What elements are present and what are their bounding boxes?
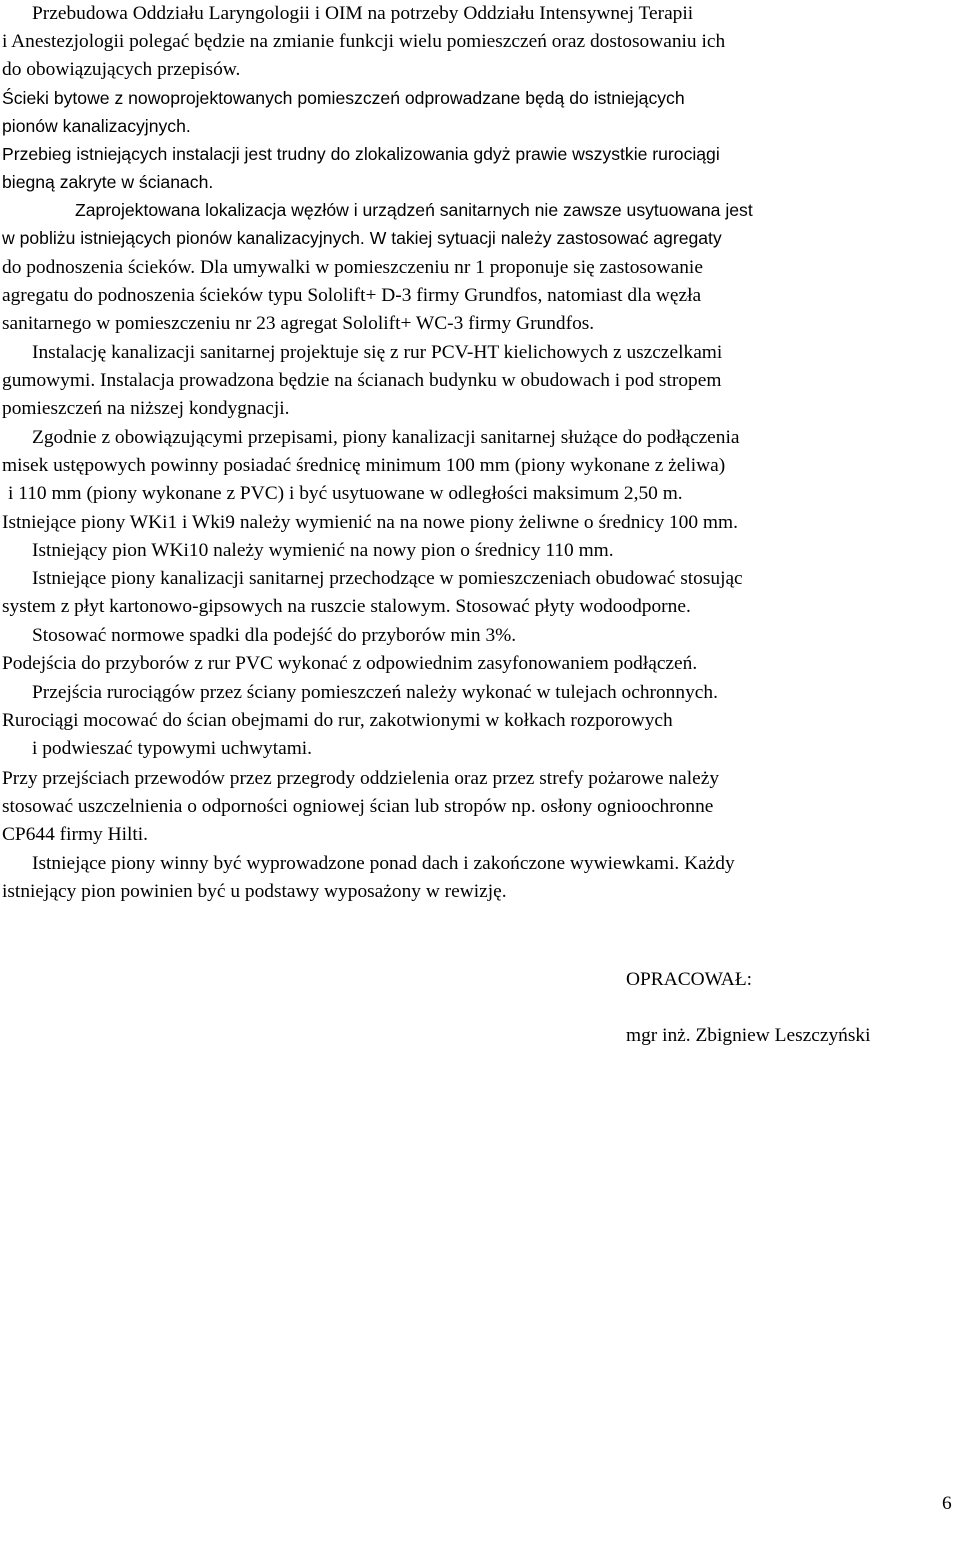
text-line: Rurociągi mocować do ścian obejmami do rur, zakotwionymi w kołkach rozporowych xyxy=(2,710,673,731)
text-line: pomieszczeń na niższej kondygnacji. xyxy=(2,398,290,419)
text-line: stosować uszczelnienia o odporności ogniowej ścian lub stropów np. osłony ognioochronne xyxy=(2,796,714,817)
text-line: agregatu do podnoszenia ścieków typu Sololift+ D-3 firmy Grundfos, natomiast dla węzła xyxy=(2,285,702,306)
text-line: i Anestezjologii polegać będzie na zmianie funkcji wielu pomieszczeń oraz dostosowaniu ich xyxy=(2,31,726,52)
text-line: Przy przejściach przewodów przez przegrody oddzielenia oraz przez strefy pożarowe należy xyxy=(2,768,720,789)
text-line: i podwieszać typowymi uchwytami. xyxy=(32,738,313,759)
text-line: Zaprojektowana lokalizacja węzłów i urządzeń sanitarnych nie zawsze usytuowana jest xyxy=(75,200,753,220)
text-line: do obowiązujących przepisów. xyxy=(2,59,241,80)
text-line: Ścieki bytowe z nowoprojektowanych pomieszczeń odprowadzane będą do istniejących xyxy=(2,88,685,108)
text-line: sanitarnego w pomieszczeniu nr 23 agregat Sololift+ WC-3 firmy Grundfos. xyxy=(2,313,595,334)
text-line: Istniejący pion WKi10 należy wymienić na nowy pion o średnicy 110 mm. xyxy=(32,540,614,561)
signature-name: mgr inż. Zbigniew Leszczyński xyxy=(626,1025,871,1046)
text-line: w pobliżu istniejących pionów kanalizacyjnych. W takiej sytuacji należy zastosować agregaty xyxy=(2,228,722,248)
text-line: istniejący pion powinien być u podstawy wyposażony w rewizję. xyxy=(2,881,507,902)
text-line: CP644 firmy Hilti. xyxy=(2,824,148,845)
page-number: 6 xyxy=(942,1493,952,1514)
text-line: Przebudowa Oddziału Laryngologii i OIM na potrzeby Oddziału Intensywnej Terapii xyxy=(32,3,694,24)
text-line: pionów kanalizacyjnych. xyxy=(2,116,191,136)
text-line: do podnoszenia ścieków. Dla umywalki w pomieszczeniu nr 1 proponuje się zastosowanie xyxy=(2,257,703,278)
signature-heading: OPRACOWAŁ: xyxy=(626,969,753,990)
text-line: Przebieg istniejących instalacji jest trudny do zlokalizowania gdyż prawie wszystkie rurociągi xyxy=(2,144,720,164)
text-line: Podejścia do przyborów z rur PVC wykonać z odpowiednim zasyfonowaniem podłączeń. xyxy=(2,653,698,674)
text-line: Istniejące piony WKi1 i Wki9 należy wymienić na na nowe piony żeliwne o średnicy 100 mm. xyxy=(2,512,738,533)
text-line: biegną zakryte w ścianach. xyxy=(2,172,214,192)
text-line: Zgodnie z obowiązującymi przepisami, piony kanalizacji sanitarnej służące do podłączenia xyxy=(32,427,740,448)
text-line: Istniejące piony kanalizacji sanitarnej przechodzące w pomieszczeniach obudować stosując xyxy=(32,568,743,589)
text-line: system z płyt kartonowo-gipsowych na ruszcie stalowym. Stosować płyty wodoodporne. xyxy=(2,596,691,617)
text-line: gumowymi. Instalacja prowadzona będzie na ścianach budynku w obudowach i pod stropem xyxy=(2,370,722,391)
text-line: Przejścia rurociągów przez ściany pomieszczeń należy wykonać w tulejach ochronnych. xyxy=(32,682,718,703)
text-line: Stosować normowe spadki dla podejść do przyborów min 3%. xyxy=(32,625,517,646)
text-line: Instalację kanalizacji sanitarnej projektuje się z rur PCV-HT kielichowych z uszczelkami xyxy=(32,342,723,363)
text-line: misek ustępowych powinny posiadać średnicę minimum 100 mm (piony wykonane z żeliwa) xyxy=(2,455,726,476)
text-line: Istniejące piony winny być wyprowadzone ponad dach i zakończone wywiewkami. Każdy xyxy=(32,853,735,874)
text-line: i 110 mm (piony wykonane z PVC) i być usytuowane w odległości maksimum 2,50 m. xyxy=(8,483,683,504)
